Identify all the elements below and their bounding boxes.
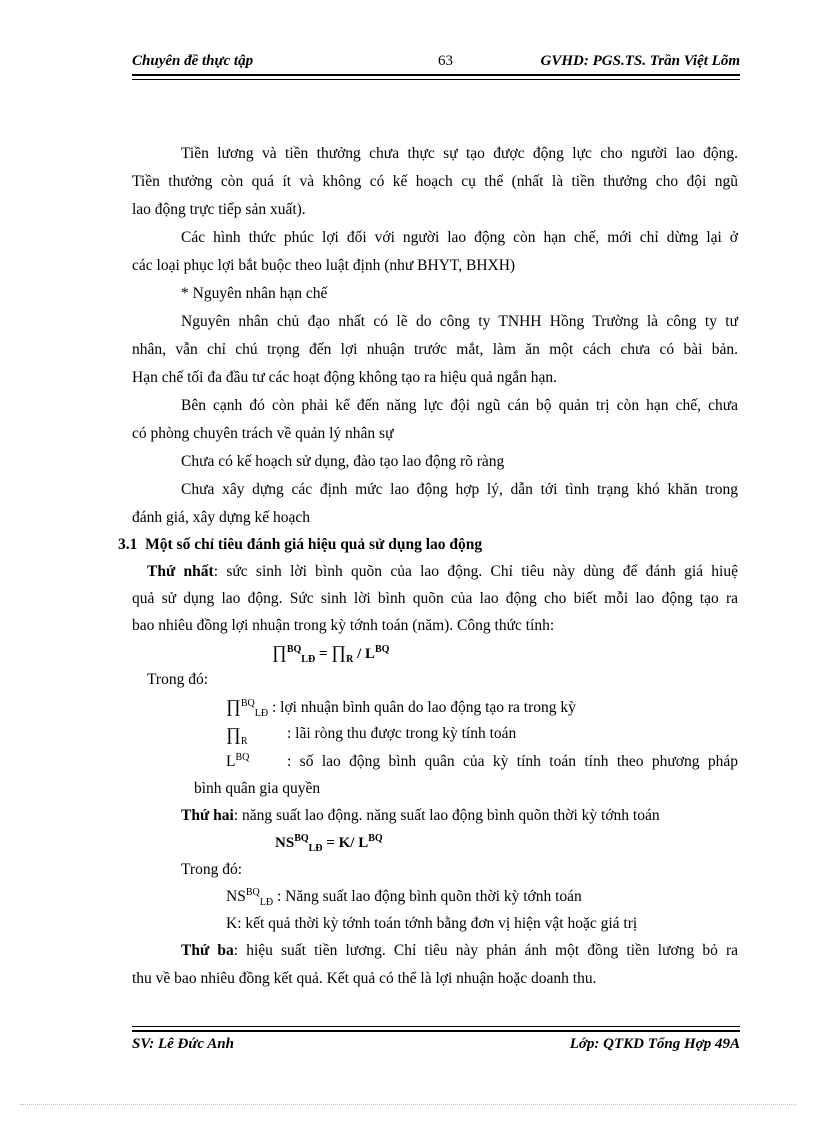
section-heading: 3.1 Một số chỉ tiêu đánh giá hiệu quả sử dụng lao động	[118, 536, 483, 553]
definition-line: : lãi ròng thu được trong kỳ tính toán	[287, 725, 517, 742]
para-line: các loại phục lợi bắt buộc theo luật định (như BHYT, BHXH)	[132, 257, 516, 274]
para-line: đánh giá, xây dựng kế hoạch	[132, 509, 310, 526]
para-line: Hạn chế tối đa đầu tư các hoạt động không tạo ra hiệu quả ngắn hạn.	[132, 369, 558, 386]
definition-line: K: kết quả thời kỳ tớnh toán tớnh bằng đơn vị hiện vật hoặc giá trị	[226, 915, 638, 932]
para-line: Trong đó:	[147, 671, 209, 688]
para-line: Thứ hai: năng suất lao động. năng suất lao động bình quõn thời kỳ tớnh toán	[181, 807, 660, 824]
para-line: Bên cạnh đó còn phải kể đến năng lực đội ngũ cán bộ quản trị còn hạn chế, chưa	[181, 397, 738, 414]
page-header	[132, 53, 740, 73]
definition-line: bình quân gia quyền	[194, 780, 321, 797]
para-line: bao nhiêu đồng lợi nhuận trong kỳ tớnh toán (năm). Công thức tính:	[132, 617, 555, 634]
definition-line: $L^{BQ}$	[226, 751, 250, 770]
para-line: Thứ ba: hiệu suất tiền lương. Chỉ tiêu này phản ánh một đồng tiền lương bỏ ra	[181, 942, 738, 959]
formula-2: $NS^{BQ}_{LĐ} = K/$ $L^{BQ}$	[275, 833, 383, 854]
para-line: lao động trực tiếp sản xuất).	[132, 201, 306, 218]
footer-class: Lớp: QTKD Tổng Hợp 49A	[569, 1036, 740, 1052]
para-line: Chưa có kế hoạch sử dụng, đào tạo lao động rõ ràng	[181, 453, 505, 470]
label-thu-hai: Thứ hai	[181, 807, 234, 824]
page-bottom-divider	[20, 1104, 796, 1105]
header-supervisor: GVHD: PGS.TS. Trần Việt Lõm	[540, 53, 740, 69]
para-line: Chưa xây dựng các định mức lao động hợp lý, dẫn tới tình trạng khó khăn trong	[181, 481, 738, 498]
definition-line: $NS^{BQ}_{LĐ}$ : Năng suất lao động bình quõn thời kỳ tớnh toán	[226, 886, 582, 909]
footer-rule	[132, 1026, 740, 1032]
definition-line: ∏$^{BQ}_{LĐ}$ : lợi nhuận bình quân do lao động tạo ra trong kỳ	[226, 696, 576, 720]
formula-1: ∏$^{BQ}_{LĐ}$ = $\prod_R / L^{BQ}$	[272, 642, 390, 665]
para-line: Thứ nhất: sức sinh lời bình quõn của lao động. Chỉ tiêu này dùng để đánh giá hiuệ	[147, 563, 738, 580]
para-line: quả sử dụng lao động. Sức sinh lời bình quõn của lao động cho biết mỗi lao động tạo ra	[132, 590, 738, 607]
para-line: Nguyên nhân chủ đạo nhất có lẽ do công ty TNHH Hồng Trường là công ty tư	[181, 313, 738, 330]
definition-line: : số lao động bình quân của kỳ tính toán tính theo phương pháp	[287, 753, 738, 770]
para-line: Trong đó:	[181, 861, 243, 878]
para-line: * Nguyên nhân hạn chế	[181, 285, 328, 302]
definition-line: $\prod_R$	[226, 724, 248, 748]
footer-student: SV: Lê Đức Anh	[132, 1036, 234, 1052]
para-line: Tiền thưởng còn quá ít và không có kế hoạch cụ thể (nhất là tiền thưởng cho đội ngũ	[132, 173, 738, 190]
header-doc-title: Chuyên đề thực tập	[132, 53, 254, 69]
para-line: Các hình thức phúc lợi đối với người lao động còn hạn chế, mới chỉ dừng lại ở	[181, 229, 738, 246]
para-line: nhân, vẫn chỉ chú trọng đến lợi nhuận trước mắt, làm ăn một cách chưa có bài bản.	[132, 341, 738, 358]
label-thu-nhat: Thứ nhất	[147, 563, 214, 580]
para-line: có phòng chuyên trách về quản lý nhân sự	[132, 425, 394, 442]
label-thu-ba: Thứ ba	[181, 942, 234, 959]
para-line: Tiền lương và tiền thưởng chưa thực sự tạo được động lực cho người lao động.	[181, 145, 738, 162]
para-line: thu về bao nhiêu đồng kết quả. Kết quả có thể là lợi nhuận hoặc doanh thu.	[132, 970, 597, 987]
header-rule	[132, 74, 740, 80]
page-number: 63	[438, 53, 453, 69]
